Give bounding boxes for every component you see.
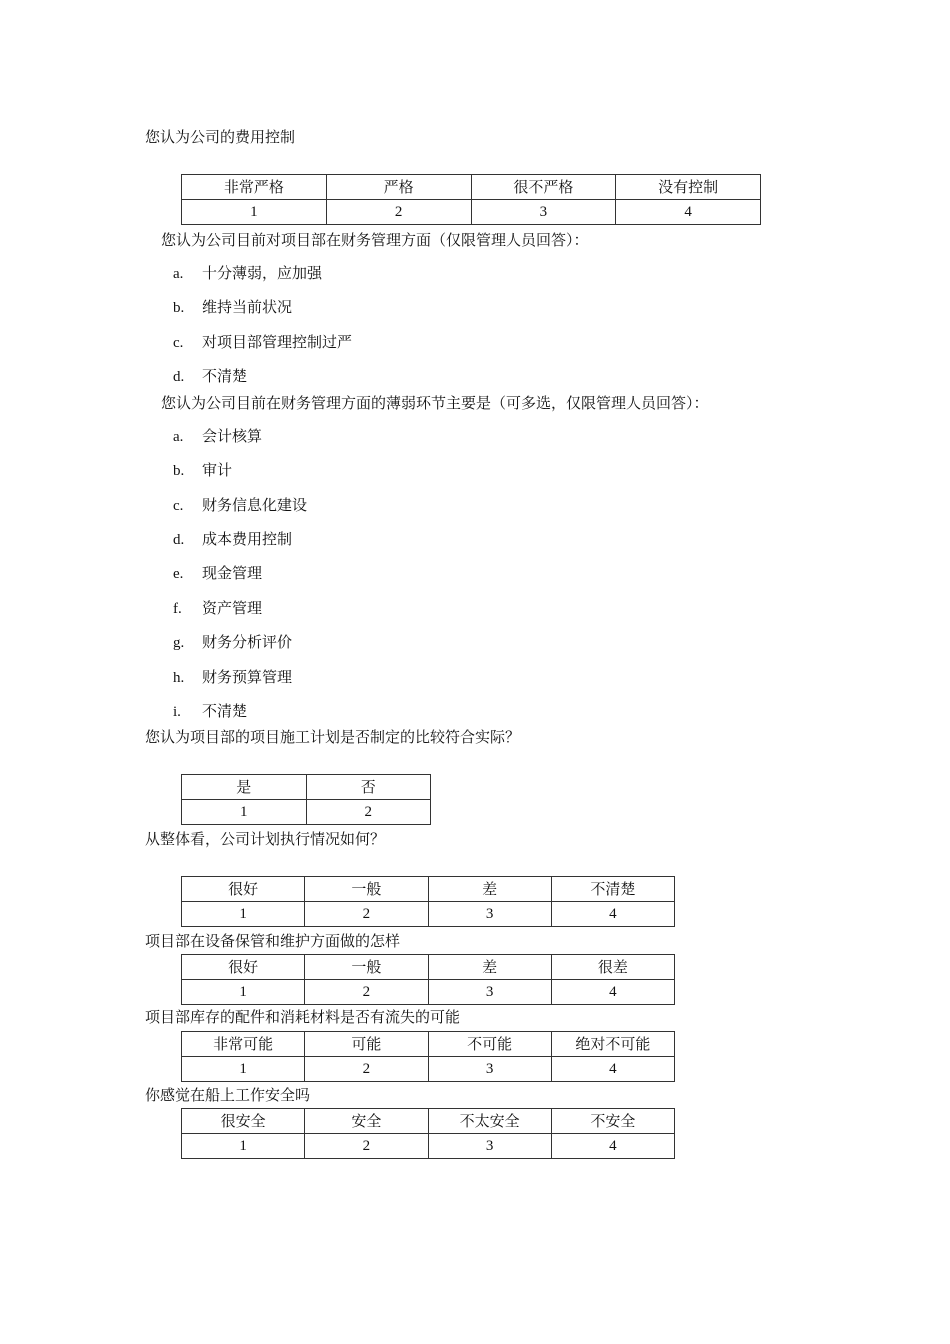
header-cell: 很安全 — [182, 1109, 305, 1134]
value-cell: 1 — [182, 1134, 305, 1159]
question-text: 项目部库存的配件和消耗材料是否有流失的可能 — [145, 1008, 461, 1026]
header-cell: 非常严格 — [182, 175, 327, 200]
header-cell: 不可能 — [428, 1032, 551, 1057]
question-text: 您认为项目部的项目施工计划是否制定的比较符合实际？ — [145, 728, 521, 746]
header-cell: 严格 — [326, 175, 471, 200]
header-cell: 否 — [306, 775, 431, 800]
value-cell: 2 — [305, 980, 428, 1005]
option-letter: i. — [173, 704, 181, 720]
option-label: 现金管理 — [202, 564, 263, 582]
option-letter: f. — [173, 601, 182, 617]
rating-table — [181, 174, 761, 225]
header-cell: 不清楚 — [551, 877, 674, 902]
value-cell: 4 — [551, 1134, 674, 1159]
value-cell: 4 — [616, 200, 761, 225]
value-cell: 1 — [182, 902, 305, 927]
rating-table — [181, 774, 431, 825]
header-row — [182, 1032, 675, 1057]
value-cell: 3 — [471, 200, 616, 225]
question-text: 您认为公司的费用控制 — [145, 128, 296, 146]
question-text: 您认为公司目前在财务管理方面的薄弱环节主要是（可多选，仅限管理人员回答）： — [161, 394, 709, 412]
value-cell: 4 — [551, 980, 674, 1005]
rating-table — [181, 1108, 675, 1159]
header-cell: 绝对不可能 — [551, 1032, 674, 1057]
header-cell: 非常可能 — [182, 1032, 305, 1057]
question-text: 您认为公司目前对项目部在财务管理方面（仅限管理人员回答）： — [161, 231, 589, 249]
option-letter: d. — [173, 532, 185, 548]
option-label: 财务预算管理 — [202, 668, 293, 686]
option-letter: c. — [173, 498, 184, 514]
option-label: 会计核算 — [202, 427, 263, 445]
value-row — [182, 800, 431, 825]
option-letter: g. — [173, 635, 185, 651]
header-row — [182, 955, 675, 980]
value-cell: 4 — [551, 1057, 674, 1082]
list-item — [173, 632, 292, 653]
header-cell: 很好 — [182, 955, 305, 980]
header-cell: 差 — [428, 877, 551, 902]
option-label: 不清楚 — [202, 367, 248, 385]
header-cell: 安全 — [305, 1109, 428, 1134]
value-cell: 1 — [182, 800, 307, 825]
option-letter: c. — [173, 335, 184, 351]
option-label: 财务分析评价 — [202, 633, 293, 651]
list-item — [173, 297, 292, 318]
value-cell: 2 — [305, 902, 428, 927]
option-label: 财务信息化建设 — [202, 496, 308, 514]
value-cell: 2 — [305, 1057, 428, 1082]
header-cell: 很好 — [182, 877, 305, 902]
question-text: 你感觉在船上工作安全吗 — [145, 1086, 311, 1104]
list-item — [173, 263, 322, 284]
header-row — [182, 1109, 675, 1134]
rating-table — [181, 954, 675, 1005]
option-label: 成本费用控制 — [202, 530, 293, 548]
value-cell: 2 — [305, 1134, 428, 1159]
header-row — [182, 877, 675, 902]
value-cell: 1 — [182, 980, 305, 1005]
option-letter: b. — [173, 300, 185, 316]
option-label: 对项目部管理控制过严 — [202, 333, 353, 351]
rating-table — [181, 876, 675, 927]
value-cell: 1 — [182, 200, 327, 225]
value-cell: 4 — [551, 902, 674, 927]
header-cell: 一般 — [305, 955, 428, 980]
header-cell: 是 — [182, 775, 307, 800]
header-cell: 不太安全 — [428, 1109, 551, 1134]
value-cell: 3 — [428, 980, 551, 1005]
list-item — [173, 426, 262, 447]
list-item — [173, 495, 307, 516]
header-cell: 一般 — [305, 877, 428, 902]
question-text: 从整体看，公司计划执行情况如何？ — [145, 830, 386, 848]
header-cell: 很差 — [551, 955, 674, 980]
option-label: 审计 — [202, 461, 233, 479]
list-item — [173, 667, 292, 688]
value-row — [182, 1057, 675, 1082]
rating-table — [181, 1031, 675, 1082]
list-item — [173, 598, 262, 619]
list-item — [173, 701, 247, 722]
list-item — [173, 366, 247, 387]
header-cell: 不安全 — [551, 1109, 674, 1134]
question-text: 项目部在设备保管和维护方面做的怎样 — [145, 932, 401, 950]
option-letter: h. — [173, 670, 185, 686]
value-cell: 3 — [428, 1057, 551, 1082]
option-letter: e. — [173, 566, 184, 582]
value-row — [182, 1134, 675, 1159]
header-cell: 差 — [428, 955, 551, 980]
value-row — [182, 200, 761, 225]
header-cell: 很不严格 — [471, 175, 616, 200]
option-letter: a. — [173, 429, 184, 445]
option-label: 十分薄弱，应加强 — [202, 264, 323, 282]
option-label: 维持当前状况 — [202, 298, 293, 316]
list-item — [173, 529, 292, 550]
option-label: 不清楚 — [202, 702, 248, 720]
header-row — [182, 175, 761, 200]
option-letter: d. — [173, 369, 185, 385]
list-item — [173, 563, 262, 584]
option-label: 资产管理 — [202, 599, 263, 617]
value-cell: 2 — [306, 800, 431, 825]
value-row — [182, 902, 675, 927]
list-item — [173, 460, 232, 481]
option-letter: a. — [173, 266, 184, 282]
header-row — [182, 775, 431, 800]
value-cell: 1 — [182, 1057, 305, 1082]
option-letter: b. — [173, 463, 185, 479]
value-cell: 3 — [428, 1134, 551, 1159]
value-cell: 3 — [428, 902, 551, 927]
header-cell: 没有控制 — [616, 175, 761, 200]
header-cell: 可能 — [305, 1032, 428, 1057]
list-item — [173, 332, 352, 353]
value-cell: 2 — [326, 200, 471, 225]
value-row — [182, 980, 675, 1005]
